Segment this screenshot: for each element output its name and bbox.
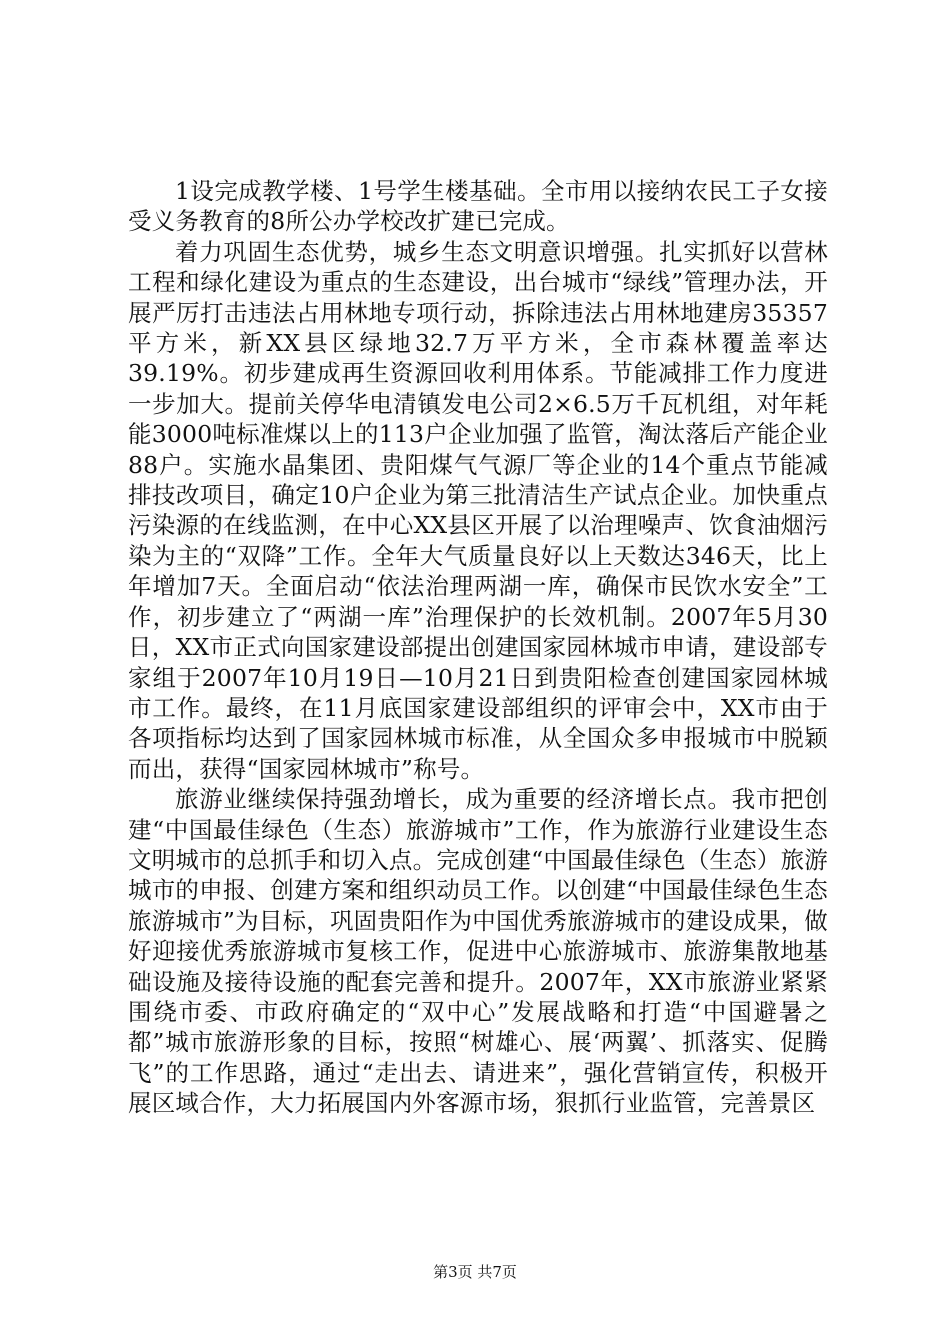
document-body — [128, 176, 828, 1119]
paragraph-tourism: 旅游业继续保持强劲增长，成为重要的经济增长点。我市把创建“中国最佳绿色（生态）旅游城市”工作，作为旅游行业建设生态文明城市的总抓手和切入点。完成创建“中国最佳绿色（生态）旅游城市的申报、创建方案和组织动员工作。以创建“中国最佳绿色生态旅游城市”为目标，巩固贵阳作为中国优秀旅游城市的建设成果，做好迎接优秀旅游城市复核工作，促进中心旅游城市、旅游集散地基础设施及接待设施的配套完善和提升。2007年，XX市旅游业紧紧围绕市委、市政府确定的“双中心”发展战略和打造“中国避暑之都”城市旅游形象的目标，按照“树雄心、展‘两翼’、抓落实、促腾飞”的工作思路，通过“走出去、请进来”，强化营销宣传，积极开展区域合作，大力拓展国内外客源市场，狠抓行业监管，完善景区 — [128, 785, 828, 1118]
paragraph-education: 1设完成教学楼、1号学生楼基础。全市用以接纳农民工子女接受义务教育的8所公办学校改扩建已完成。 — [128, 177, 828, 236]
paragraph-ecology: 着力巩固生态优势，城乡生态文明意识增强。扎实抓好以营林工程和绿化建设为重点的生态建设，出台城市“绿线”管理办法，开展严厉打击违法占用林地专项行动，拆除违法占用林地建房35357平方米，新XX县区绿地32.7万平方米，全市森林覆盖率达39.19%。初步建成再生资源回收利用体系。节能减排工作力度进一步加大。提前关停华电清镇发电公司2×6.5万千瓦机组，对年耗能3000吨标准煤以上的113户企业加强了监管，淘汰落后产能企业88户。实施水晶集团、贵阳煤气气源厂等企业的14个重点节能减排技改项目，确定10户企业为第三批清洁生产试点企业。加快重点污染源的在线监测，在中心XX县区开展了以治理噪声、饮食油烟污染为主的“双降”工作。全年大气质量良好以上天数达346天，比上年增加7天。全面启动“依法治理两湖一库，确保市民饮水安全”工作，初步建立了“两湖一库”治理保护的长效机制。2007年5月30日，XX市正式向国家建设部提出创建国家园林城市申请，建设部专家组于2007年10月19日—10月21日到贵阳检查创建国家园林城市工作。最终，在11月底国家建设部组织的评审会中，XX市由于各项指标均达到了国家园林城市标准，从全国众多申报城市中脱颖而出，获得“国家园林城市”称号。 — [128, 237, 828, 783]
page-number-footer: 第3页 共7页 — [433, 1263, 517, 1281]
